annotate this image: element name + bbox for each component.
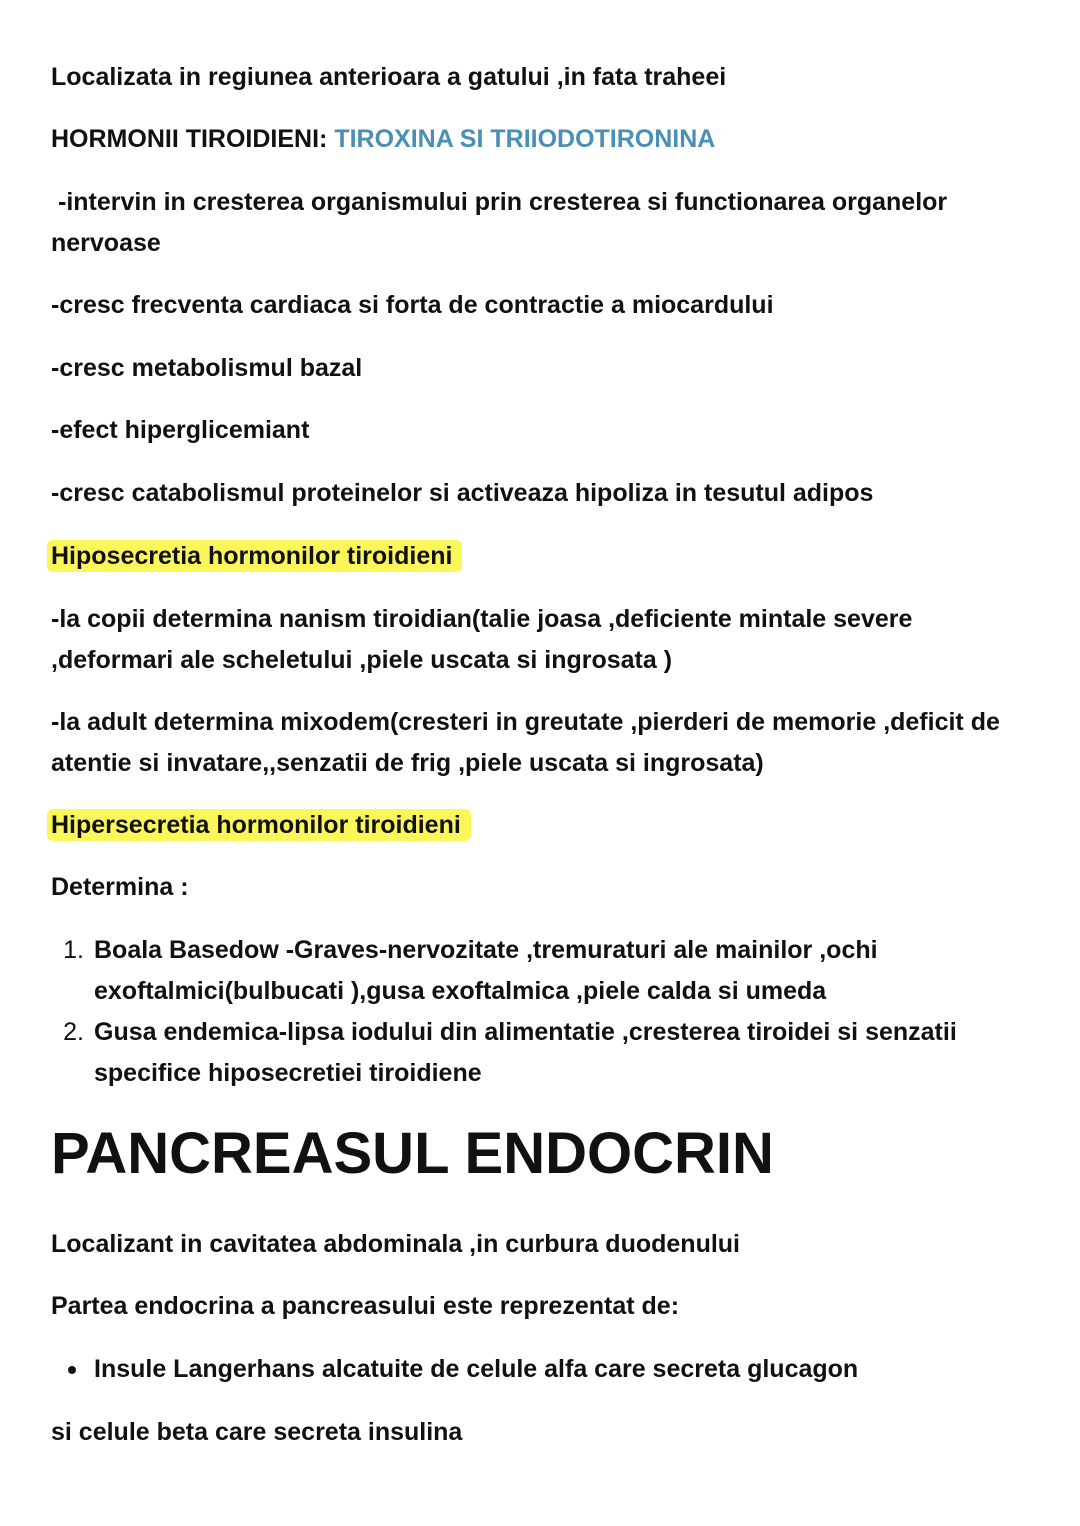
effect-catabolism: -cresc catabolismul proteinelor si activeaza hipoliza in tesutul adipos	[51, 479, 874, 507]
pancreas-bullet-item	[51, 1349, 858, 1390]
list-number: 2.	[63, 1018, 84, 1046]
pancreas-continuation: si celule beta care secreta insulina	[51, 1418, 463, 1446]
list-item-text: Gusa endemica-lipsa iodului din alimentatie ,cresterea tiroidei si senzatii specifice hiposecretiei tiroidiene	[94, 1018, 957, 1087]
hypersecretion-highlight: Hipersecretia hormonilor tiroidieni	[47, 809, 471, 841]
hypersecretion-heading	[51, 805, 471, 846]
effect-growth: -intervin in cresterea organismului prin cresterea si functionarea organelor nervoase	[51, 188, 948, 257]
pancreas-endocrine-part: Partea endocrina a pancreasului este reprezentat de:	[51, 1292, 680, 1320]
pancreas-location: Localizant in cavitatea abdominala ,in curbura duodenului	[51, 1230, 741, 1258]
thyroid-hormones-line	[51, 119, 715, 160]
effect-metabolism: -cresc metabolismul bazal	[51, 354, 363, 382]
hypersecretion-intro: Determina :	[51, 873, 189, 901]
hyposecretion-adults: -la adult determina mixodem(cresteri in greutate ,pierderi de memorie ,deficit de atentie si invatare,,senzatii de frig ,piele uscata si ingrosata)	[51, 708, 1000, 777]
list-item	[51, 1012, 1051, 1094]
hyposecretion-children: -la copii determina nanism tiroidian(talie joasa ,deficiente mintale severe ,deformari ale scheletului ,piele uscata si ingrosata )	[51, 605, 913, 674]
list-number: 1.	[63, 936, 84, 964]
list-item-text: Boala Basedow -Graves-nervozitate ,tremuraturi ale mainilor ,ochi exoftalmici(bulbucati ),gusa exoftalmica ,piele calda si umeda	[94, 936, 878, 1005]
hyposecretion-heading	[51, 536, 462, 577]
thyroid-location-text: Localizata in regiunea anterioara a gatului ,in fata traheei	[51, 63, 727, 91]
hormones-label: HORMONII TIROIDIENI:	[51, 125, 328, 153]
effect-hyperglycemic: -efect hiperglicemiant	[51, 416, 310, 444]
hypersecretion-list	[51, 930, 1051, 1094]
hormones-names: TIROXINA SI TRIIODOTIRONINA	[334, 125, 716, 153]
list-item	[51, 930, 1051, 1012]
bullet-dot-icon	[51, 1349, 94, 1390]
effect-cardiac: -cresc frecventa cardiaca si forta de contractie a miocardului	[51, 291, 774, 319]
hyposecretion-highlight: Hiposecretia hormonilor tiroidieni	[47, 540, 462, 572]
pancreas-bullet-text: Insule Langerhans alcatuite de celule alfa care secreta glucagon	[94, 1355, 859, 1383]
pancreas-title: PANCREASUL ENDOCRIN	[51, 1121, 774, 1186]
